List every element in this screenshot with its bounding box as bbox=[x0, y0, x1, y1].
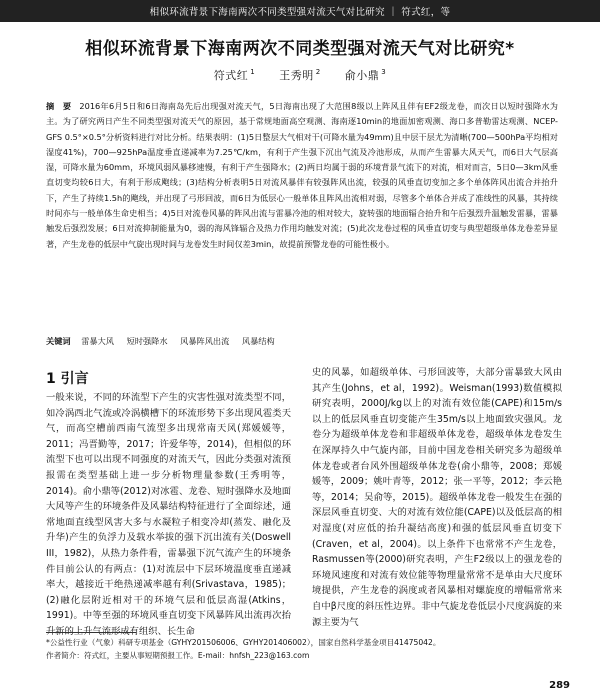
abstract bbox=[46, 99, 558, 252]
footnote-author: 作者简介：符式红，主要从事短期预报工作。E-mail：hnfsh_223@163.com bbox=[46, 651, 310, 660]
section-title: 引言 bbox=[60, 371, 89, 387]
body-column-right: 史的风暴，如超级单体、弓形回波等，大部分雷暴致大风由其产生(Johns，et al，1992)。Weisman(1993)数值模拟研究表明，2000J/kg以上的对流有效位能(CAPE)和15m/s以上的低层风垂直切变能产生35m/s以上地面致灾强风。龙卷分为超级单体龙卷和非超级单体龙卷，超级单体龙卷发生在深厚持久中气旋内部，目前中国龙卷相关研究多为超级单体龙卷或者台风外围超级单体龙卷(俞小鼎等，2008；郑媛媛等，2009；姚叶青等，2012；张一平等，2012；李云艳等，2014；吴俞等，2015)。超级单体龙卷一般发生在强的深层风垂直切变、大的对流有效位能(CAPE)以及低层高的相对湿度(对应低的抬升凝结高度)和强的低层风垂直切变下(Craven，et al，2004)。以上条件下也常常不产生龙卷，Rasmussen等(2000)研究表明，产生F2级以上的强龙卷的环境风速度和对流有效位能等物理量常常不是单由大尺度环境提供，产生龙卷的涡度或者风暴相对螺旋度的增幅常常来自中β尺度的斜压性边界。非中气旋龙卷低层小尺度涡旋的来源主要为气 bbox=[312, 367, 562, 628]
abstract-label: 摘 要 bbox=[46, 101, 72, 111]
paper-title: 相似环流背景下海南两次不同类型强对流天气对比研究* bbox=[85, 39, 515, 59]
page-number: 289 bbox=[549, 680, 570, 691]
footnotes bbox=[46, 636, 566, 662]
author-1-affiliation: 1 bbox=[250, 68, 256, 77]
author-3: 俞小鼎 $^3$ bbox=[344, 68, 387, 82]
section-number: 1 bbox=[46, 371, 56, 387]
author-1: 符式红 $^1$ bbox=[213, 68, 256, 82]
footnote-divider bbox=[46, 632, 136, 633]
section-heading bbox=[46, 368, 89, 388]
body-column-left: 一般来说，不同的环流型下产生的灾害性强对流类型不同，如冷涡西北气流或冷涡横槽下的环流形势下多出现风雹类天气，而高空槽前西南气流型多出现常南天风(郑媛媛等，2011；冯晋勤等，2017；许爱华等，2014)，但相似的环流型下也可以出现不同强度的对流天气，因此分类强对流预报需在类型基础上进一步分析物理量参数(王秀明等，2014)。俞小鼎等(2012)对冰雹、龙卷、短时强降水及地面大风等产生的环境条件及风暴结构特征进行了全面综述，通常地面直线型风害大多与水凝粒子相变冷却(蒸发、融化及升华)产生的负浮力及载水举拔的强下沉出流有关(Doswell III，1982)，从热力条件看，雷暴强下沉气流产生的环境条件目前公认的有两点：(1)对流层中下层环境温度垂直递减率大，越接近干绝热递减率越有利(Srivastava，1985)；(2)融化层附近相对干的环境气层和低层高湿(Atkins，1991)。中等至强的环境风垂直切变下风暴阵风出流再次抬升新的上升气流形成有组织、长生命 bbox=[46, 392, 291, 637]
author-list bbox=[0, 67, 600, 83]
running-header bbox=[0, 0, 600, 22]
keywords bbox=[46, 334, 558, 348]
keyword-item: 雷暴大风 bbox=[81, 336, 114, 346]
author-2-affiliation: 2 bbox=[315, 68, 321, 77]
keyword-item: 短时强降水 bbox=[126, 336, 168, 346]
abstract-text: 2016年6月5日和6日海南岛先后出现强对流天气，5日海南出现了大范围8级以上阵风且伴有EF2级龙卷，而次日以短时强降水为主。为了研究两日产生不同类型强对流天气的原因，基于常规地面高空观测、海南逐10min的地面加密观测、海口多普勒雷达观测、NCEP-GFS 0.5°×0.5°分析资料进行对比分析。结果表明：(1)5日整层大气相对干(可降水量为49mm)且中层干层尤为清晰(700—500hPa平均相对湿度41%)，700—925hPa温度垂直递减率为7.25℃/km，有利于产生强下沉出气流及冷池形成，从而产生雷暴大风天气，而6日大气层高湿，可降水量为60mm，环境风弱风暴移速慢，有利于产生强降水；(2)两日均属于弱的环境背景气流下的对流，相对而言，5日0—3km风垂直切变均较6日大，有利于形成飑线；(3)结构分析表明5日对流风暴伴有较强阵风出流，较强的风垂直切变加之多个单体阵风出流合并抬升下，产生了持续1.5h的飑线，并出现了弓形回波，而6日为低层心一般单体且阵风出流相对弱，尽管多个单体合并成了准线性的风暴，其持续时间亦与一般单体生命史相当；4)5日对流卷风暴的阵风出流与雷暴冷池的相对较大，旋转强的地面辐合抬升和午后强烈升温触发雷暴，雷暴触发后强烈发展；6日对流抑制能量为0，弱的海风锋辐合及热力作用均触发对流；(5)此次龙卷过程的风垂直切变与典型超级单体龙卷差异显著，产生龙卷的低层中气旋出现时间与龙卷发生时间仅差3min，故提前预警龙卷的可能性极小。 bbox=[46, 101, 558, 249]
footnote-funding: *公益性行业（气象）科研专项基金（GYHY201506006、GYHY201406002），国家自然科学基金项目41475042。 bbox=[46, 638, 441, 647]
keywords-label: 关键词 bbox=[46, 336, 71, 346]
running-title: 相似环流背景下海南两次不同类型强对流天气对比研究 ｜ 符式红，等 bbox=[149, 7, 451, 18]
author-2: 王秀明 $^2$ bbox=[279, 68, 321, 82]
keyword-item: 风暴结构 bbox=[241, 336, 275, 346]
keyword-item: 风暴阵风出流 bbox=[180, 336, 230, 346]
author-3-affiliation: 3 bbox=[381, 68, 387, 77]
